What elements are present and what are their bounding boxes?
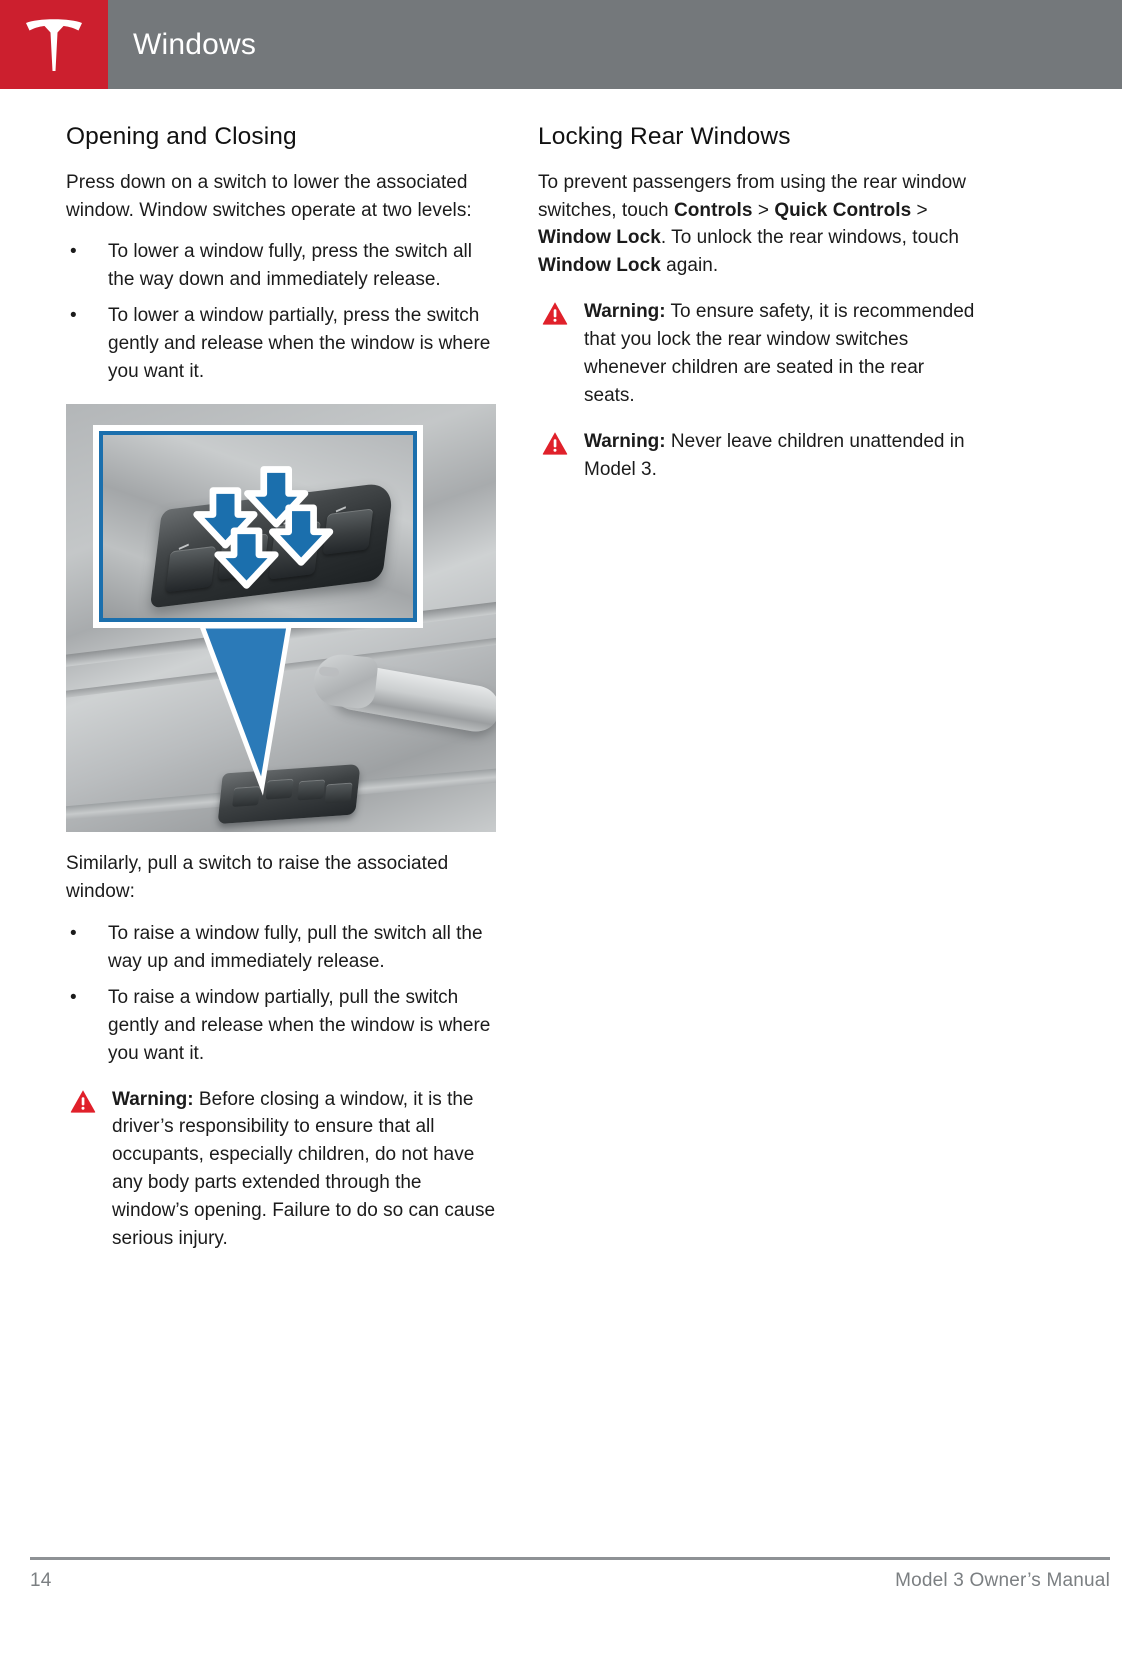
list-item bbox=[66, 984, 498, 1068]
paragraph-part-2: . To unlock the rear windows, touch bbox=[660, 227, 959, 249]
page-title: Windows bbox=[133, 27, 257, 61]
window-switch-button bbox=[323, 508, 374, 555]
footer-divider bbox=[30, 1557, 1110, 1560]
armrest-notch bbox=[319, 666, 340, 677]
switch-closeup-inset bbox=[93, 425, 423, 628]
warning-text: Never leave children unattended in Model 3. bbox=[584, 431, 965, 480]
inset-frame bbox=[99, 431, 417, 622]
left-column bbox=[66, 122, 498, 1253]
list-item bbox=[66, 920, 498, 976]
window-switch-pod bbox=[218, 764, 361, 824]
page-footer bbox=[30, 1557, 1110, 1592]
list-item bbox=[66, 238, 498, 294]
window-switch-button bbox=[165, 546, 216, 593]
control-path-window-lock-2: Window Lock bbox=[538, 255, 661, 277]
right-column bbox=[538, 122, 976, 484]
section-title-locking-rear-windows: Locking Rear Windows bbox=[538, 123, 791, 150]
list-item-label: To lower a window fully, press the switch all the way down and immediately release. bbox=[108, 241, 472, 291]
warning-label: Warning: bbox=[112, 1088, 194, 1110]
window-switch bbox=[325, 783, 353, 804]
warning-label: Warning: bbox=[584, 431, 666, 452]
bullet-dot-icon: • bbox=[70, 305, 77, 327]
page-header bbox=[0, 0, 1122, 89]
raise-window-bullet-list bbox=[66, 920, 498, 1068]
control-path-controls: Controls bbox=[673, 199, 753, 221]
bullet-dot-icon: • bbox=[70, 241, 77, 263]
paragraph-part-1: To prevent passengers from using the rear window switches, touch bbox=[538, 171, 967, 221]
warning-text: To ensure safety, it is recommended that you lock the rear window switches whenever children are seated in the rear seats. bbox=[584, 301, 975, 407]
warning-block-closing-window bbox=[66, 1086, 498, 1254]
list-item-label: To lower a window partially, press the switch gently and release when the window is where you want it. bbox=[108, 305, 491, 383]
window-switch-button bbox=[269, 521, 321, 580]
intro-paragraph: Press down on a switch to lower the associated window. Window switches operate at two levels: bbox=[66, 171, 472, 221]
window-switch-button bbox=[218, 533, 269, 580]
locking-rear-windows-paragraph bbox=[538, 169, 976, 281]
tesla-logo-icon bbox=[23, 17, 85, 73]
section-title-opening-and-closing: Opening and Closing bbox=[66, 123, 297, 150]
list-item-label: To raise a window fully, pull the switch all the way up and immediately release. bbox=[108, 922, 483, 972]
paragraph-part-3: again. bbox=[660, 255, 719, 277]
window-switch bbox=[232, 786, 260, 807]
list-item bbox=[66, 302, 498, 386]
control-path-window-lock: Window Lock bbox=[538, 227, 661, 249]
window-switch-panel-figure bbox=[66, 404, 496, 832]
control-path-quick-controls: Quick Controls bbox=[774, 199, 912, 221]
warning-text: Before closing a window, it is the driver’s responsibility to ensure that all occupants, especially children, do not have any body parts extended through the window’s opening. Failure to do so can cause serious injury. bbox=[112, 1088, 496, 1250]
footer-document-title: Model 3 Owner’s Manual bbox=[895, 1570, 1110, 1591]
warning-label: Warning: bbox=[584, 301, 666, 323]
tesla-logo-block bbox=[0, 0, 108, 89]
warning-triangle-icon bbox=[70, 1089, 96, 1113]
warning-block-unattended-children bbox=[538, 428, 976, 484]
after-figure-paragraph: Similarly, pull a switch to raise the associated window: bbox=[66, 853, 449, 902]
bullet-dot-icon: • bbox=[70, 922, 77, 944]
lower-window-bullet-list bbox=[66, 238, 498, 386]
path-separator: > bbox=[752, 199, 775, 221]
warning-triangle-icon bbox=[542, 431, 568, 455]
window-switch bbox=[297, 780, 325, 801]
warning-triangle-icon bbox=[542, 301, 568, 325]
warning-block-lock-rear-switches bbox=[538, 298, 976, 410]
window-switch bbox=[266, 779, 294, 800]
bullet-dot-icon: • bbox=[70, 986, 77, 1008]
footer-page-number: 14 bbox=[30, 1570, 52, 1591]
path-separator: > bbox=[911, 199, 928, 221]
list-item-label: To raise a window partially, pull the switch gently and release when the window is where you want it. bbox=[108, 986, 491, 1064]
